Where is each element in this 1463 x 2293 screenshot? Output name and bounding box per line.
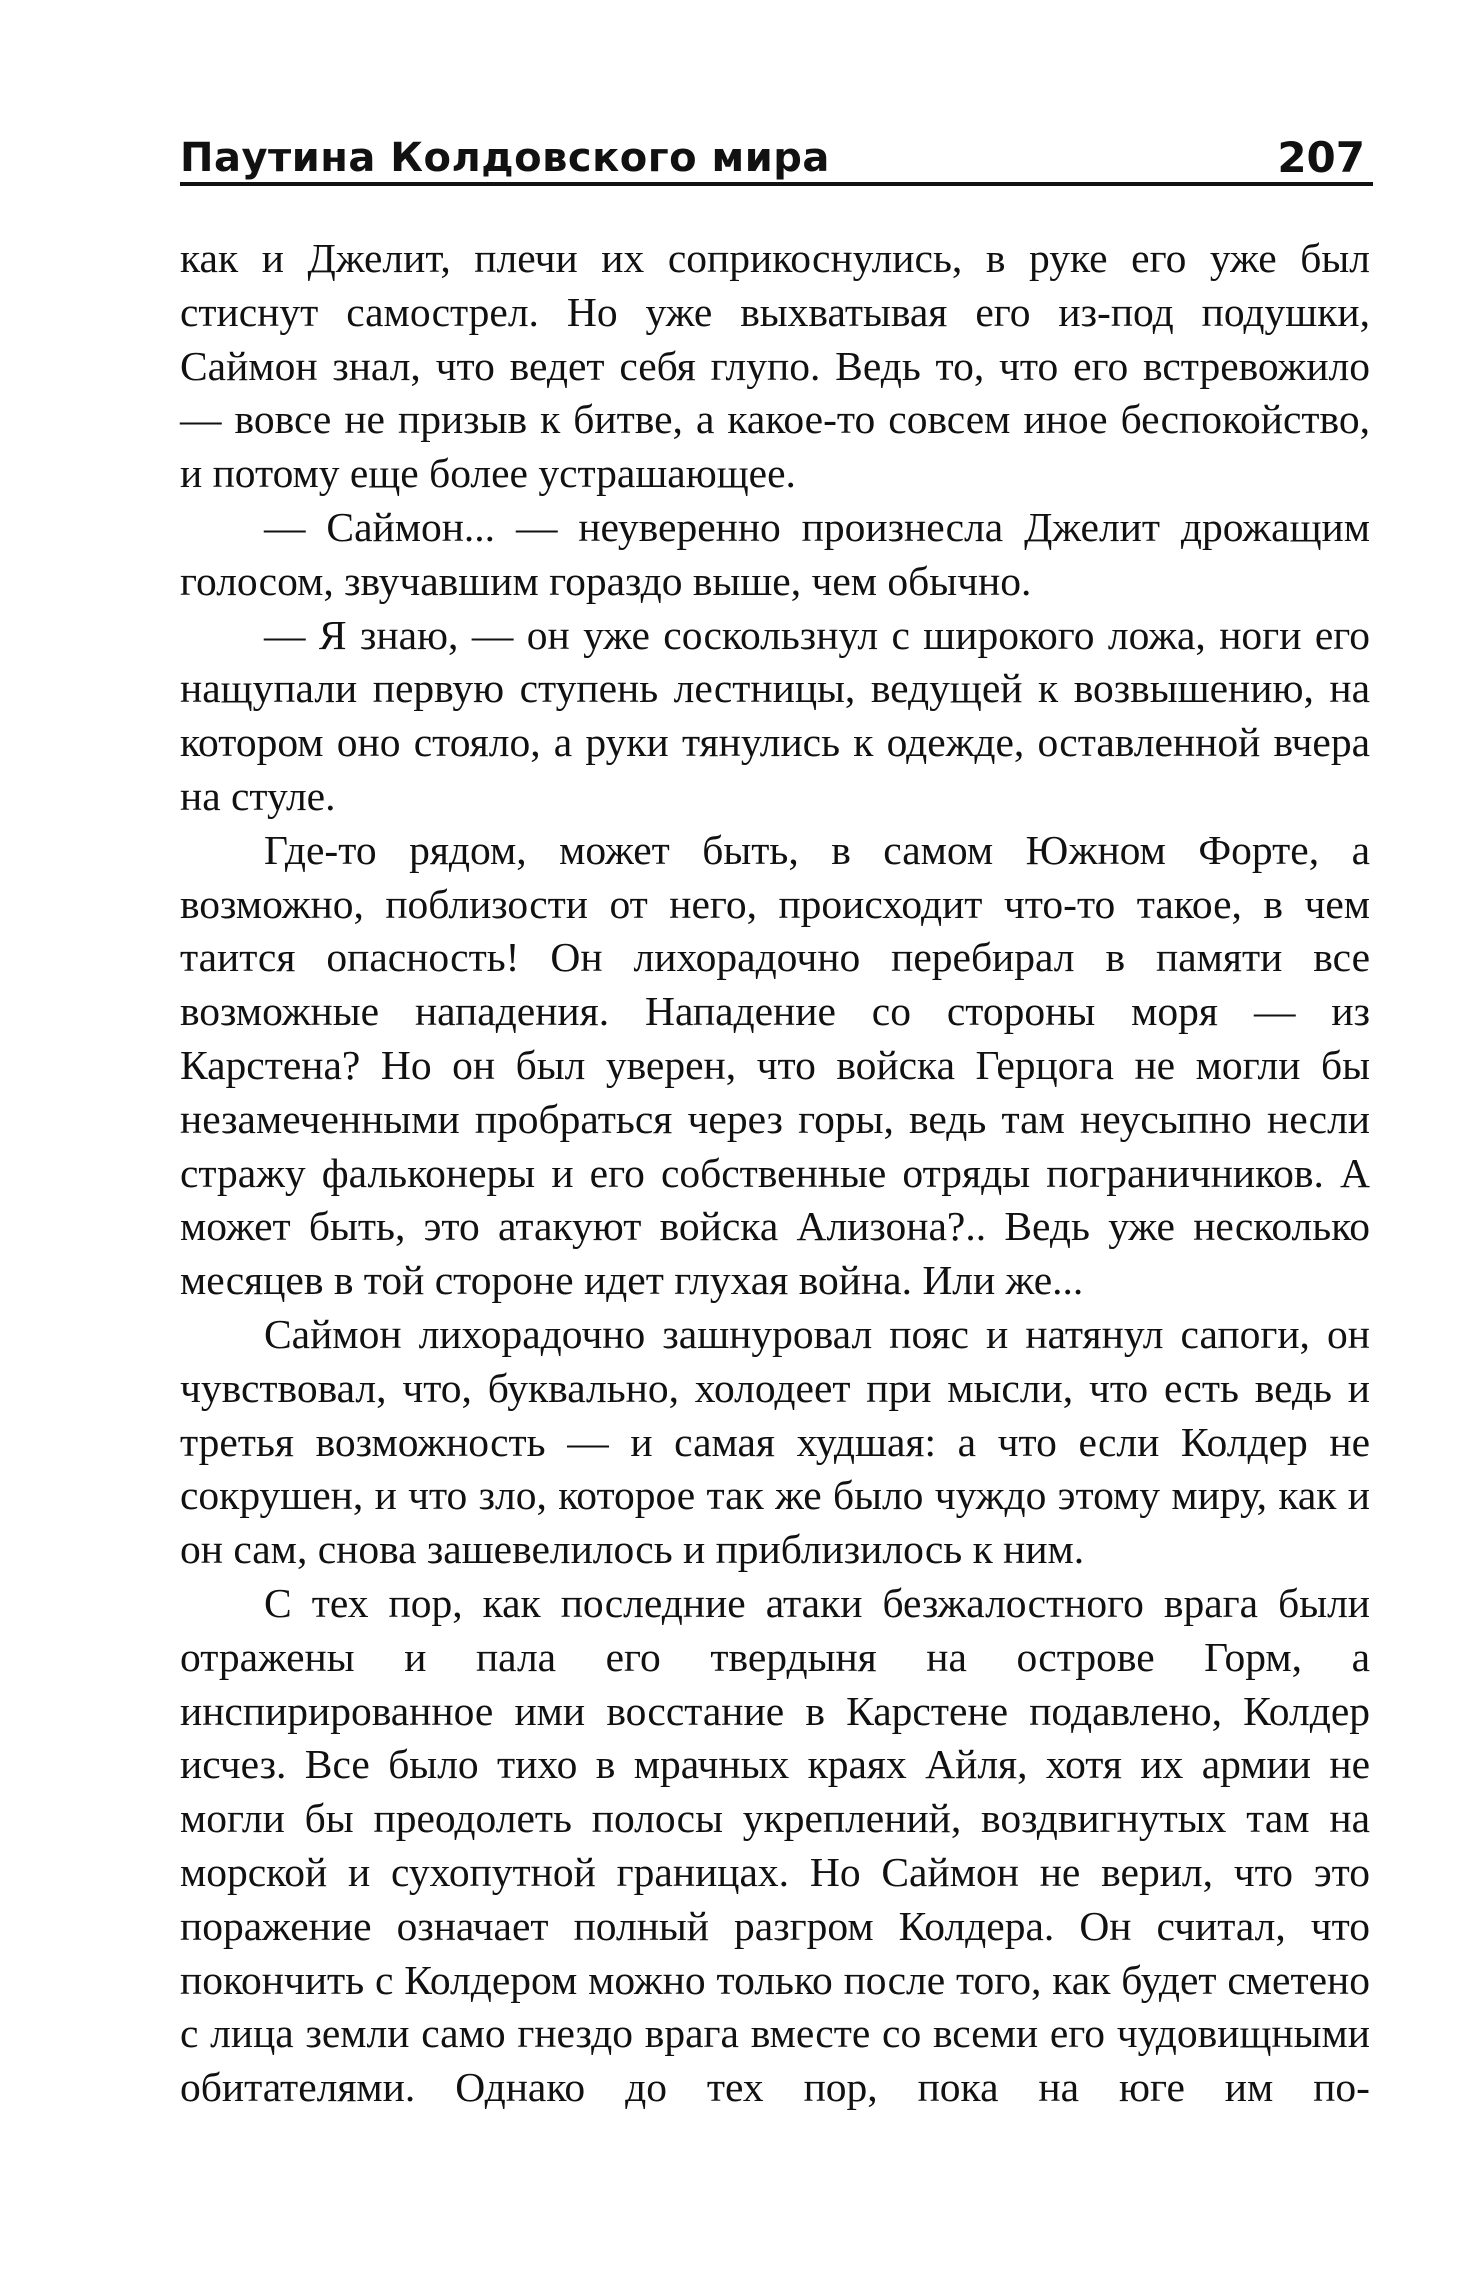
body-text bbox=[180, 232, 1370, 2115]
paragraph: как и Джелит, плечи их соприкоснулись, в руке его уже был стиснут самострел. Но уже выхватывая его из-под подушки, Саймон знал, что ведет себя глупо. Ведь то, что его встревожило — вовсе не призыв к битве, а какое-то совсем иное беспокойство, и потому еще более устрашающее. bbox=[180, 235, 1370, 497]
paragraph: Саймон лихорадочно зашнуровал пояс и натянул сапоги, он чувствовал, что, буквально, холодеет при мысли, что есть ведь и третья возможность — и самая худшая: а что если Колдер не сокрушен, и что зло, которое так же было чуждо этому миру, как и он сам, снова зашевелилось и приблизилось к ним. bbox=[180, 1310, 1370, 1573]
paragraph: — Саймон... — неуверенно произнесла Джелит дрожащим голосом, звучавшим гораздо выше, чем обычно. bbox=[180, 503, 1370, 604]
paragraph: Где-то рядом, может быть, в самом Южном Форте, а возможно, поблизости от него, происходит что-то такое, в чем таится опасность! Он лихорадочно перебирал в памяти все возможные нападения. Нападение со стороны моря — из Карстена? Но он был уверен, что войска Герцога не могли бы незамеченными пробраться через горы, ведь там неусыпно несли стражу фальконеры и его собственные отряды пограничников. А может быть, это атакуют войска Ализона?.. Ведь уже несколько месяцев в той стороне идет глухая война. Или же... bbox=[180, 826, 1370, 1304]
page-number: 207 bbox=[1277, 133, 1365, 182]
paragraph: — Я знаю, — он уже соскользнул с широкого ложа, ноги его нащупали первую ступень лестницы, ведущей к возвышению, на котором оно стояло, а руки тянулись к одежде, оставленной вчера на стуле. bbox=[180, 611, 1370, 819]
running-head bbox=[180, 132, 1373, 186]
paragraph: С тех пор, как последние атаки безжалостного врага были отражены и пала его твердыня на острове Горм, а инспирированное ими восстание в Карстене подавлено, Колдер исчез. Все было тихо в мрачных краях Айля, хотя их армии не могли бы преодолеть полосы укреплений, воздвигнутых там на морской и сухопутной границах. Но Саймон не верил, что это поражение означает полный разгром Колдера. Он считал, что покончить с Колдером можно только после того, как будет сметено с лица земли само гнездо врага вместе со всеми его чудовищными обитателями. Однако до тех пор, пока на юге им по- bbox=[180, 1579, 1370, 2111]
running-head-title: Паутина Колдовского мира bbox=[180, 135, 830, 181]
